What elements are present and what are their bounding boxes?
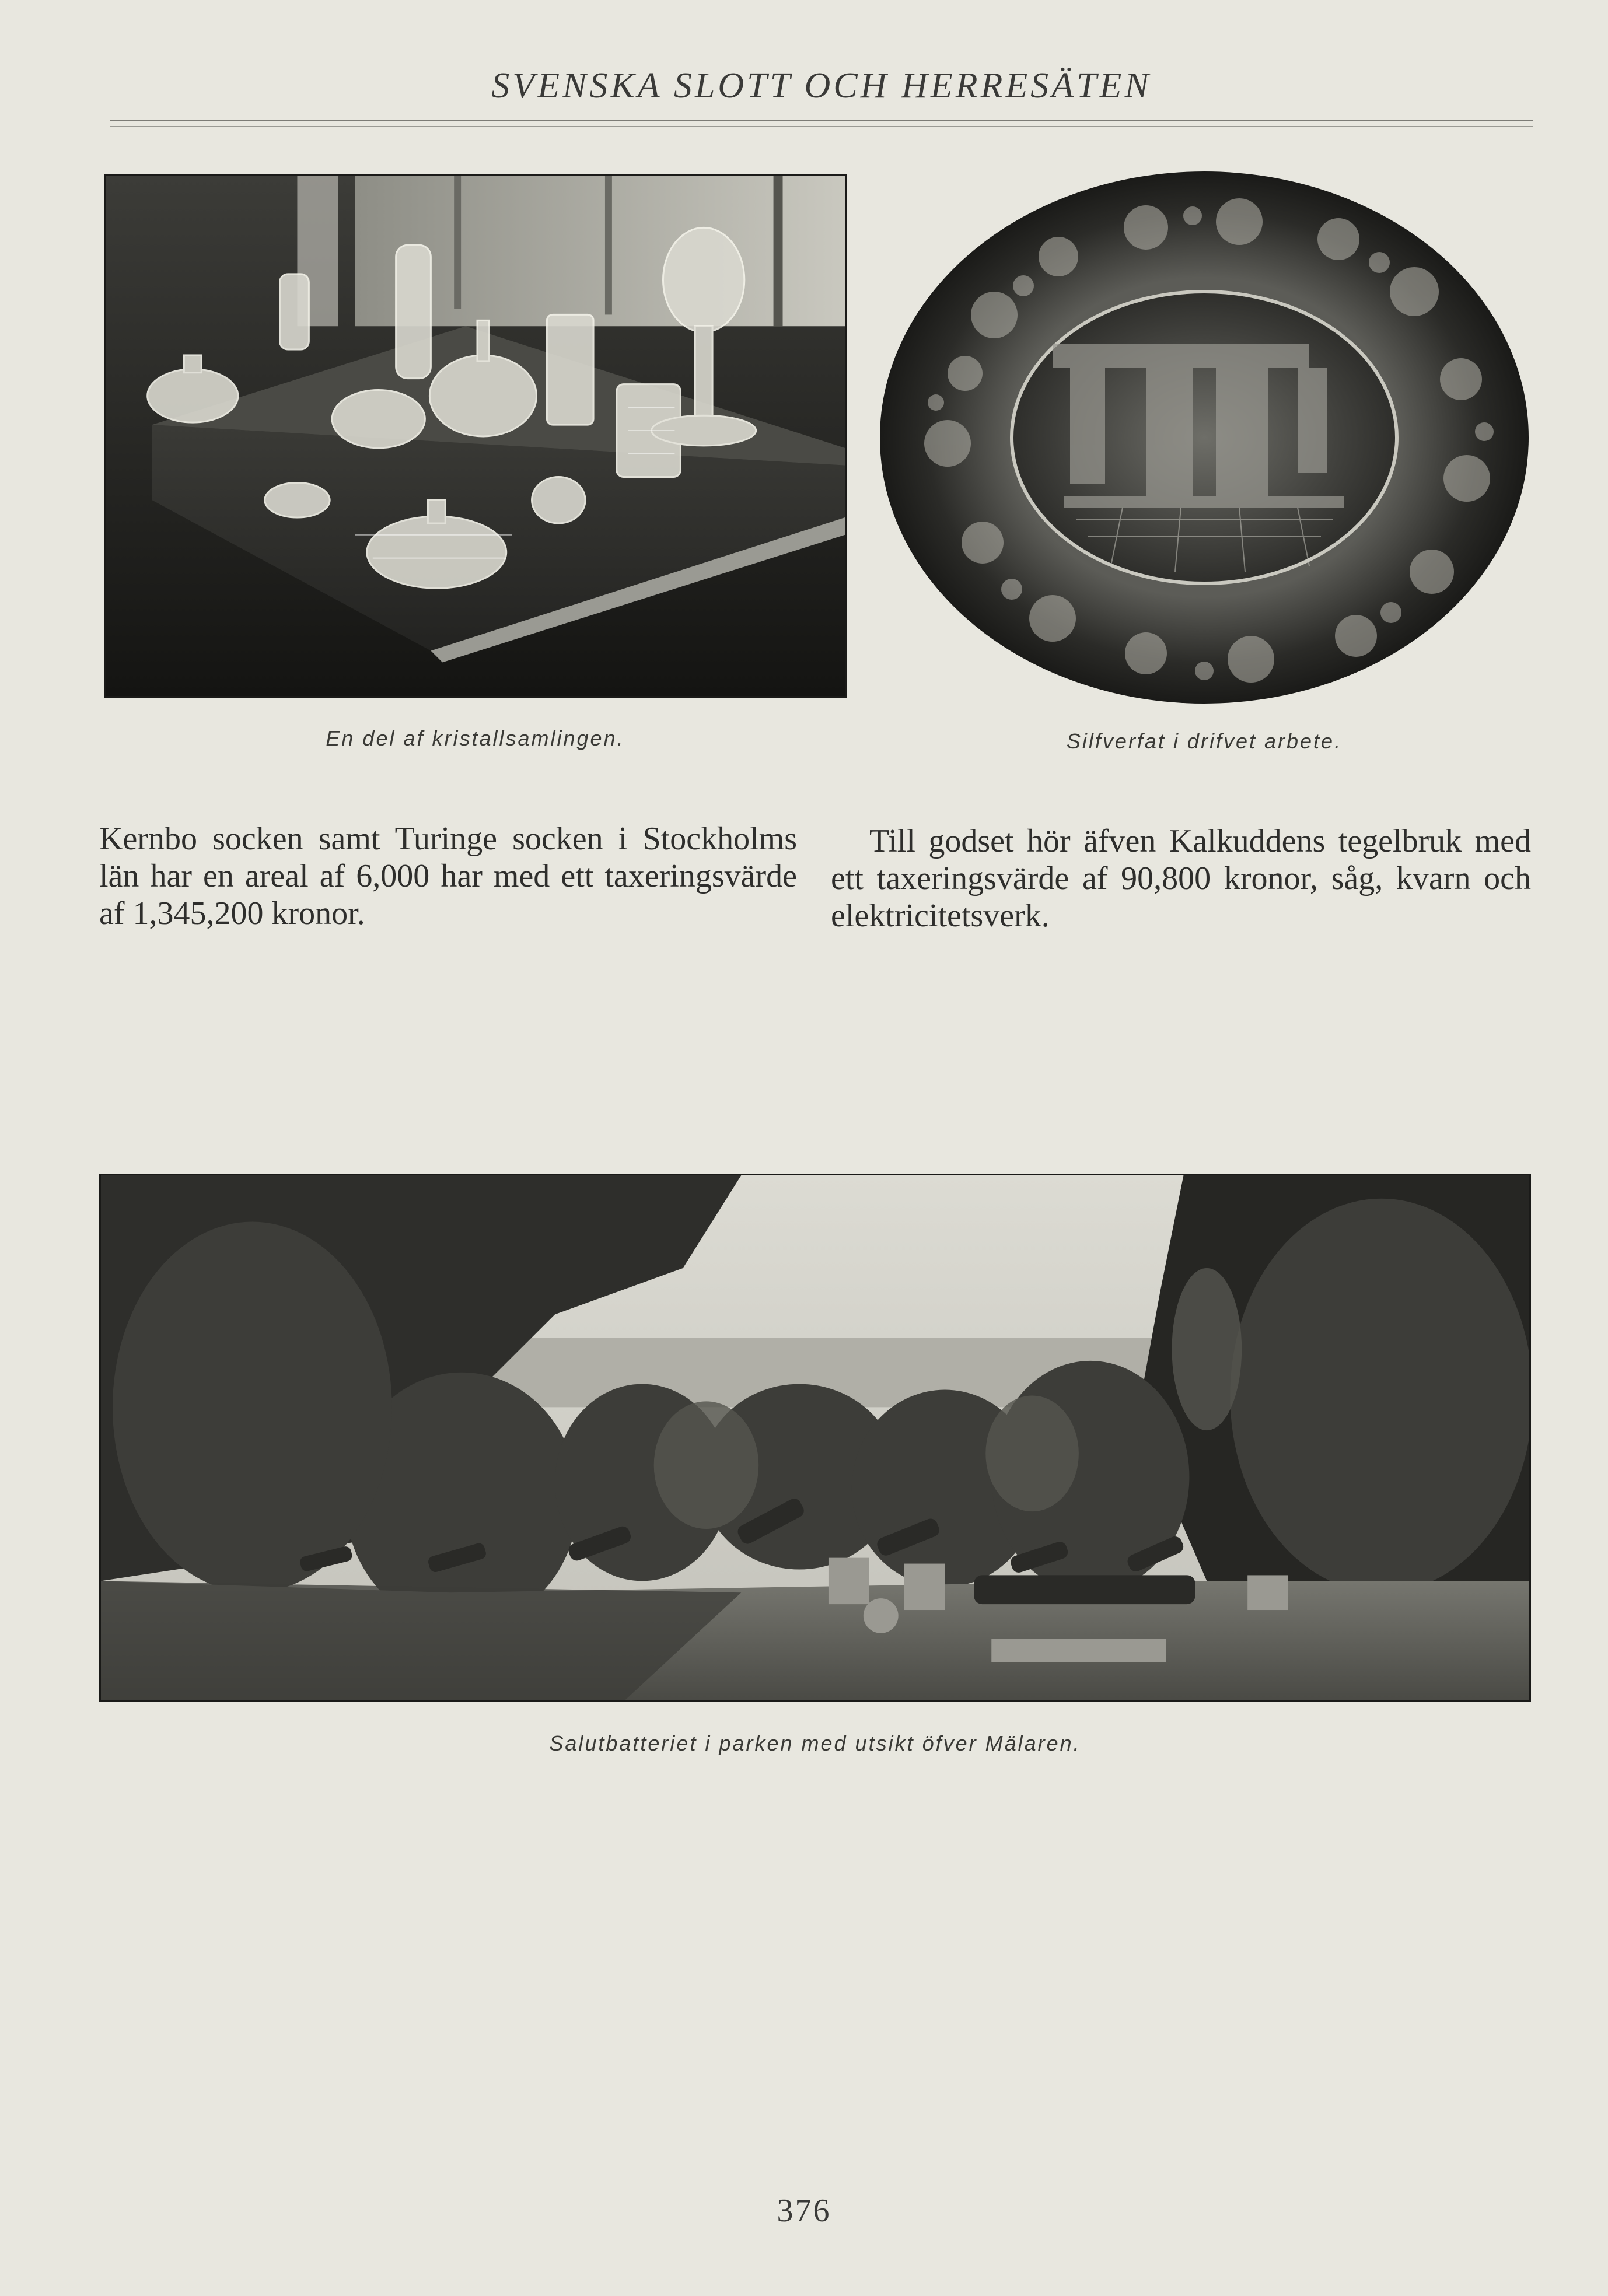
saluting-battery-photo <box>99 1174 1531 1702</box>
silver-platter-caption: Silfverfat i drifvet arbete. <box>1066 729 1343 753</box>
page-number: 376 <box>777 2193 831 2229</box>
crystal-collection-photo <box>104 174 847 698</box>
header-rule <box>110 120 1533 121</box>
silver-platter-photo <box>878 169 1531 706</box>
paragraph-left: Kernbo socken samt Turinge socken i Stockholms län har en areal af 6,000 har med ett taxeringsvärde af 1,345,200 kronor. <box>99 821 797 932</box>
crystal-collection-caption: En del af kristallsamlingen. <box>326 726 625 750</box>
paragraph-right: Till godset hör äfven Kalkuddens tegelbruk med ett taxeringsvärde af 90,800 kronor, såg, kvarn och elektricitetsverk. <box>831 823 1531 934</box>
header-rule-thin <box>110 126 1533 127</box>
saluting-battery-caption: Salutbatteriet i parken med utsikt öfver Mälaren. <box>549 1731 1081 1755</box>
running-header: SVENSKA SLOTT OCH HERRESÄTEN <box>491 66 1152 106</box>
